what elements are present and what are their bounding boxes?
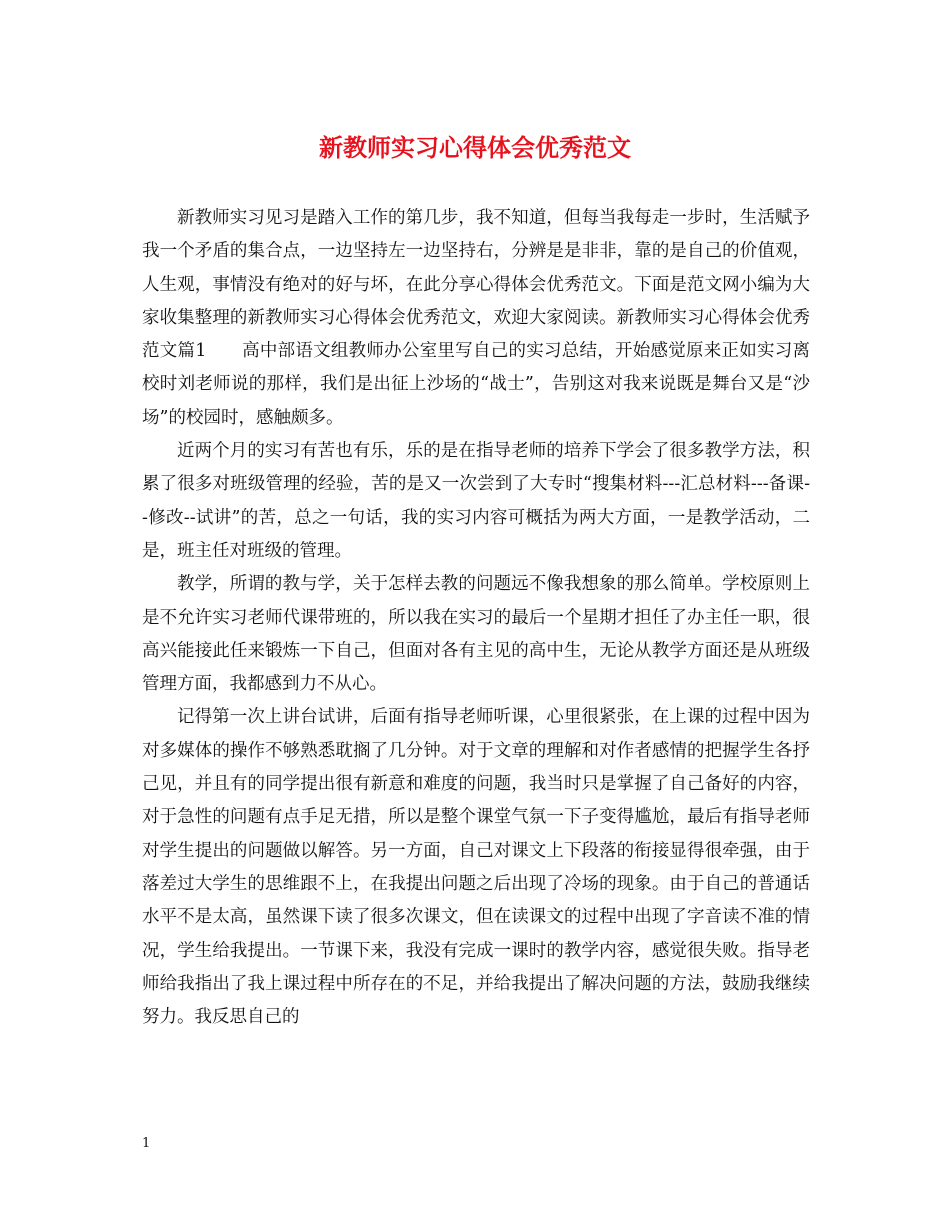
page-number: 1: [142, 1136, 151, 1151]
body-paragraph: 记得第一次上讲台试讲，后面有指导老师听课，心里很紧张，在上课的过程中因为对多媒体的操作不够熟悉耽搁了几分钟。对于文章的理解和对作者感情的把握学生各抒己见，并且有的同学提出很有新意和难度的问题，我当时只是掌握了自己备好的内容，对于急性的问题有点手足无措，所以是整个课堂气氛一下子变得尴尬，最后有指导老师对学生提出的问题做以解答。另一方面，自己对课文上下段落的衔接显得很牵强，由于落差过大学生的思维跟不上，在我提出问题之后出现了冷场的现象。由于自己的普通话水平不是太高，虽然课下读了很多次课文，但在读课文的过程中出现了字音读不准的情况，学生给我提出。一节课下来，我没有完成一课时的教学内容，感觉很失败。指导老师给我指出了我上课过程中所存在的不足，并给我提出了解决问题的方法，鼓励我继续努力。我反思自己的: [142, 707, 810, 1028]
body-paragraph: 教学，所谓的教与学，关于怎样去教的问题远不像我想象的那么简单。学校原则上是不允许实习老师代课带班的，所以我在实习的最后一个星期才担任了办主任一职，很高兴能接此任来锻炼一下自己，但面对各有主见的高中生，无论从教学方面还是从班级管理方面，我都感到力不从心。: [142, 574, 810, 695]
body-paragraph: 近两个月的实习有苦也有乐，乐的是在指导老师的培养下学会了很多教学方法，积累了很多对班级管理的经验，苦的是又一次尝到了大专时“搜集材料---汇总材料---备课--修改--试讲”的苦，总之一句话，我的实习内容可概括为两大方面，一是教学活动，二是，班主任对班级的管理。: [142, 441, 810, 561]
document-title: 新教师实习心得体会优秀范文: [319, 133, 631, 162]
document-body: [142, 202, 810, 1034]
body-paragraph: 新教师实习见习是踏入工作的第几步，我不知道，但每当我每走一步时，生活赋予我一个矛盾的集合点，一边坚持左一边坚持右，分辨是是非非，靠的是自己的价值观，人生观，事情没有绝对的好与坏，在此分享心得体会优秀范文。下面是范文网小编为大家收集整理的新教师实习心得体会优秀范文，欢迎大家阅读。新教师实习心得体会优秀范文篇1 高中部语文组教师办公室里写自己的实习总结，开始感觉原来正如实习离校时刘老师说的那样，我们是出征上沙场的“战士”，告别这对我来说既是舞台又是“沙场”的校园时，感触颇多。: [142, 208, 810, 428]
